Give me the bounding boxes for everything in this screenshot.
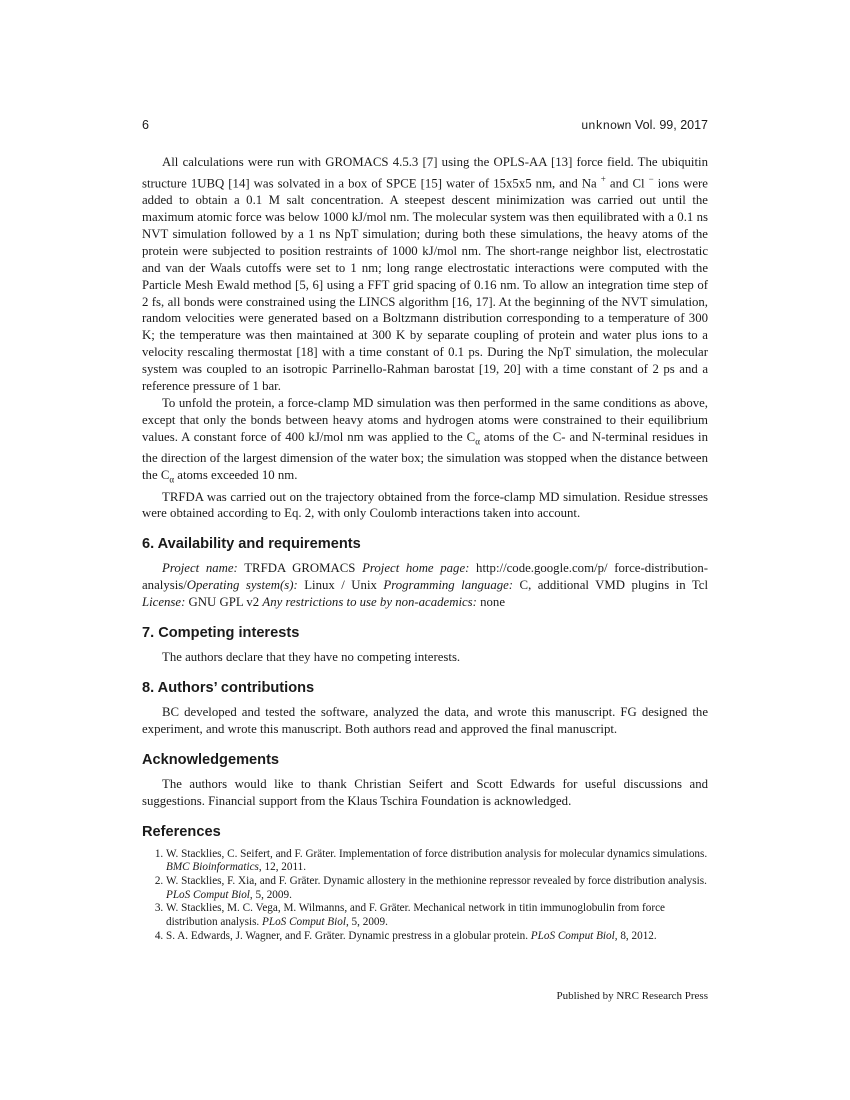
running-header [142, 118, 708, 140]
reference-item: 3. W. Stacklies, M. C. Vega, M. Wilmanns, and F. Gräter. Mechanical network in titin immunoglobulin from force distribution analysis. PLoS Comput Biol, 5, 2009. [166, 902, 708, 929]
methods-paragraph-3: TRFDA was carried out on the trajectory obtained from the force-clamp MD simulation. Residue stresses were obtained according to Eq. 2, with only Coulomb interactions taken into account. [142, 489, 708, 521]
journal-name: unknown [581, 119, 632, 133]
methods-paragraph-2: To unfold the protein, a force-clamp MD simulation was then performed in the same conditions as above, except that only the bonds between heavy atoms and hydrogen atoms were constrained to their equilibrium values. A constant force of 400 kJ/mol nm was applied to the $C_\alpha$ atoms of the C- and N-terminal residues in the direction of the largest dimension of the water box; the simulation was stopped when the distance between the $C_\alpha$ atoms exceeded 10 nm. [142, 395, 708, 485]
section-heading-acknowledgements: Acknowledgements [142, 751, 280, 768]
section-heading-competing-interests: 7. Competing interests [142, 625, 300, 642]
competing-interests-text: The authors declare that they have no competing interests. [162, 650, 461, 665]
page [142, 118, 708, 944]
page-footer: Published by NRC Research Press [556, 990, 708, 1002]
reference-item: 1. W. Stacklies, C. Seifert, and F. Gräter. Implementation of force distribution analysis for molecular dynamics simulations. BMC Bioinformatics, 12, 2011. [166, 848, 708, 875]
section-heading-contributions: 8. Authors’ contributions [142, 680, 315, 697]
journal-info [581, 118, 708, 133]
reference-item: 4. S. A. Edwards, J. Wagner, and F. Gräter. Dynamic prestress in a globular protein. PLoS Comput Biol, 8, 2012. [166, 930, 708, 944]
contributions-text: BC developed and tested the software, analyzed the data, and wrote this manuscript. FG designed the experiment, and wrote this manuscript. Both authors read and approved the final manuscript. [142, 705, 708, 736]
acknowledgements-text: The authors would like to thank Christian Seifert and Scott Edwards for useful discussions and suggestions. Financial support from the Klaus Tschira Foundation is acknowledged. [142, 776, 708, 808]
availability-paragraph: Project name: TRFDA GROMACS Project home page: http://code.google.com/p/ force-distribution-analysis/Operating system(s): Linux / Unix Programming language: C, additional VMD plugins in Tcl License: GNU GPL v2 Any restrictions to use by non-academics: none [142, 561, 709, 610]
reference-item: 2. W. Stacklies, F. Xia, and F. Gräter. Dynamic allostery in the methionine repressor revealed by force distribution analysis. PLoS Comput Biol, 5, 2009. [166, 875, 708, 902]
page-number: 6 [142, 118, 149, 132]
section-heading-references: References [142, 823, 221, 840]
reference-list [142, 848, 708, 944]
methods-paragraph-1: All calculations were run with GROMACS 4.5.3 [7] using the OPLS-AA [13] force field. The ubiquitin structure 1UBQ [14] was solvated in a box of SPCE [15] water of 15x5x5 nm, and Na + and Cl − ions were added to obtain a 0.1 M salt concentration. A steepest descent minimization was carried out until the maximum atomic force was below 1000 kJ/mol nm. The molecular system was then equilibrated with a 0.1 ns NVT simulation followed by a 1 ns NpT simulation; during both these simulations, the heavy atoms of the protein were subjected to position restraints of 1000 kJ/mol nm. The short-range neighbor list, electrostatic and van der Waals cutoffs were set to 1 nm; long range electrostatic interactions were computed with the Particle Mesh Ewald method [5, 6] using a FFT grid spacing of 0.16 nm. To allow an integration time step of 2 fs, all bonds were constrained using the LINCS algorithm [16, 17]. At the beginning of the NVT simulation, random velocities were generated based on a Boltzmann distribution corresponding to a temperature of 300 K; the temperature was then maintained at 300 K by separate coupling of protein and water plus ions to a velocity rescaling thermostat [18] with a time constant of 0.1 ps. During the NpT simulation, the molecular system was coupled to an isotropic Parrinello-Rahman barostat [19, 20] with a time constant of 2 ps and a reference pressure of 1 bar. [142, 155, 708, 394]
section-heading-availability: 6. Availability and requirements [142, 536, 361, 553]
journal-volume: Vol. 99, 2017 [635, 118, 708, 132]
